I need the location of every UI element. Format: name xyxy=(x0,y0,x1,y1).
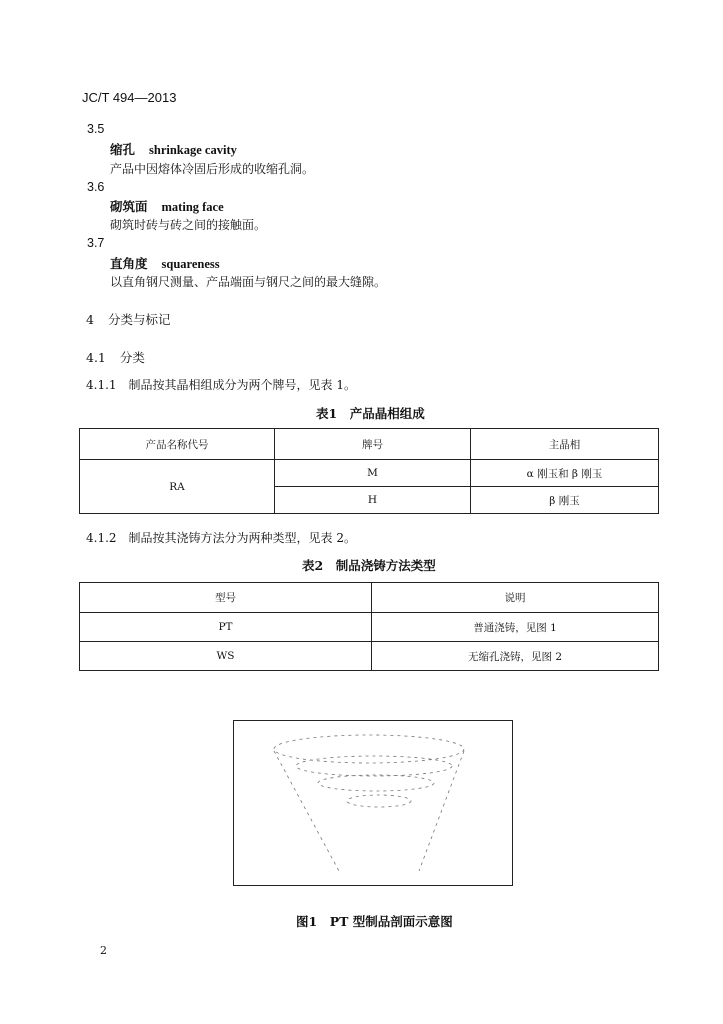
table-cell: 普通浇铸，见图 1 xyxy=(372,613,659,642)
term-number: 3.7 xyxy=(87,236,105,250)
section-number: 4 xyxy=(86,312,94,327)
term-title xyxy=(110,140,237,158)
table-cell: RA xyxy=(80,460,275,514)
table-cell: PT xyxy=(80,613,372,642)
contour-line xyxy=(419,751,464,871)
figure1-diagram xyxy=(233,720,513,886)
term-number: 3.6 xyxy=(87,180,105,194)
document-header: JC/T 494—2013 xyxy=(82,90,177,105)
term-en: squareness xyxy=(161,257,220,271)
subsection-heading xyxy=(86,348,145,366)
term-number: 3.5 xyxy=(87,122,105,136)
term-definition: 以直角钢尺测量、产品端面与钢尺之间的最大缝隙。 xyxy=(110,275,387,289)
contour-ring xyxy=(296,756,452,776)
section-heading xyxy=(86,310,170,328)
table-header-cell: 产品名称代号 xyxy=(80,429,275,460)
section-title: 分类与标记 xyxy=(107,312,171,327)
table1-caption: 表1 产品晶相组成 xyxy=(316,406,425,421)
term-definition: 产品中因熔体冷固后形成的收缩孔洞。 xyxy=(110,162,315,176)
table-cell: 无缩孔浇铸，见图 2 xyxy=(372,642,659,671)
term-zh: 缩孔 xyxy=(110,142,136,157)
table2 xyxy=(79,582,659,671)
term-en: shrinkage cavity xyxy=(149,143,237,157)
section-number: 4.1 xyxy=(86,350,106,365)
table-header-cell: 型号 xyxy=(80,583,372,613)
cross-section-sketch xyxy=(234,721,512,885)
table-cell: WS xyxy=(80,642,372,671)
table-cell: H xyxy=(275,487,471,514)
term-definition: 砌筑时砖与砖之间的接触面。 xyxy=(110,218,267,232)
table-header-cell: 牌号 xyxy=(275,429,471,460)
table2-caption: 表2 制品浇铸方法类型 xyxy=(302,558,436,573)
contour-ring xyxy=(318,775,434,791)
contour-ring xyxy=(347,795,411,807)
table-header-cell: 说明 xyxy=(372,583,659,613)
contour-ring xyxy=(274,735,464,763)
contour-line xyxy=(274,751,339,871)
figure1-caption: 图1 PT 型制品剖面示意图 xyxy=(296,914,453,929)
section-title: 分类 xyxy=(119,350,145,365)
table-header-cell: 主晶相 xyxy=(471,429,659,460)
page-number: 2 xyxy=(100,944,107,957)
table1 xyxy=(79,428,659,514)
term-title xyxy=(110,254,220,272)
table-cell: M xyxy=(275,460,471,487)
paragraph-4-1-2: 4.1.2 制品按其浇铸方法分为两种类型，见表 2。 xyxy=(86,531,356,545)
term-title xyxy=(110,197,224,215)
table-cell: β 刚玉 xyxy=(471,487,659,514)
term-en: mating face xyxy=(161,200,224,214)
table-cell: α 刚玉和 β 刚玉 xyxy=(471,460,659,487)
paragraph-4-1-1: 4.1.1 制品按其晶相组成分为两个牌号，见表 1。 xyxy=(86,378,356,392)
term-zh: 直角度 xyxy=(110,256,148,271)
term-zh: 砌筑面 xyxy=(110,199,148,214)
